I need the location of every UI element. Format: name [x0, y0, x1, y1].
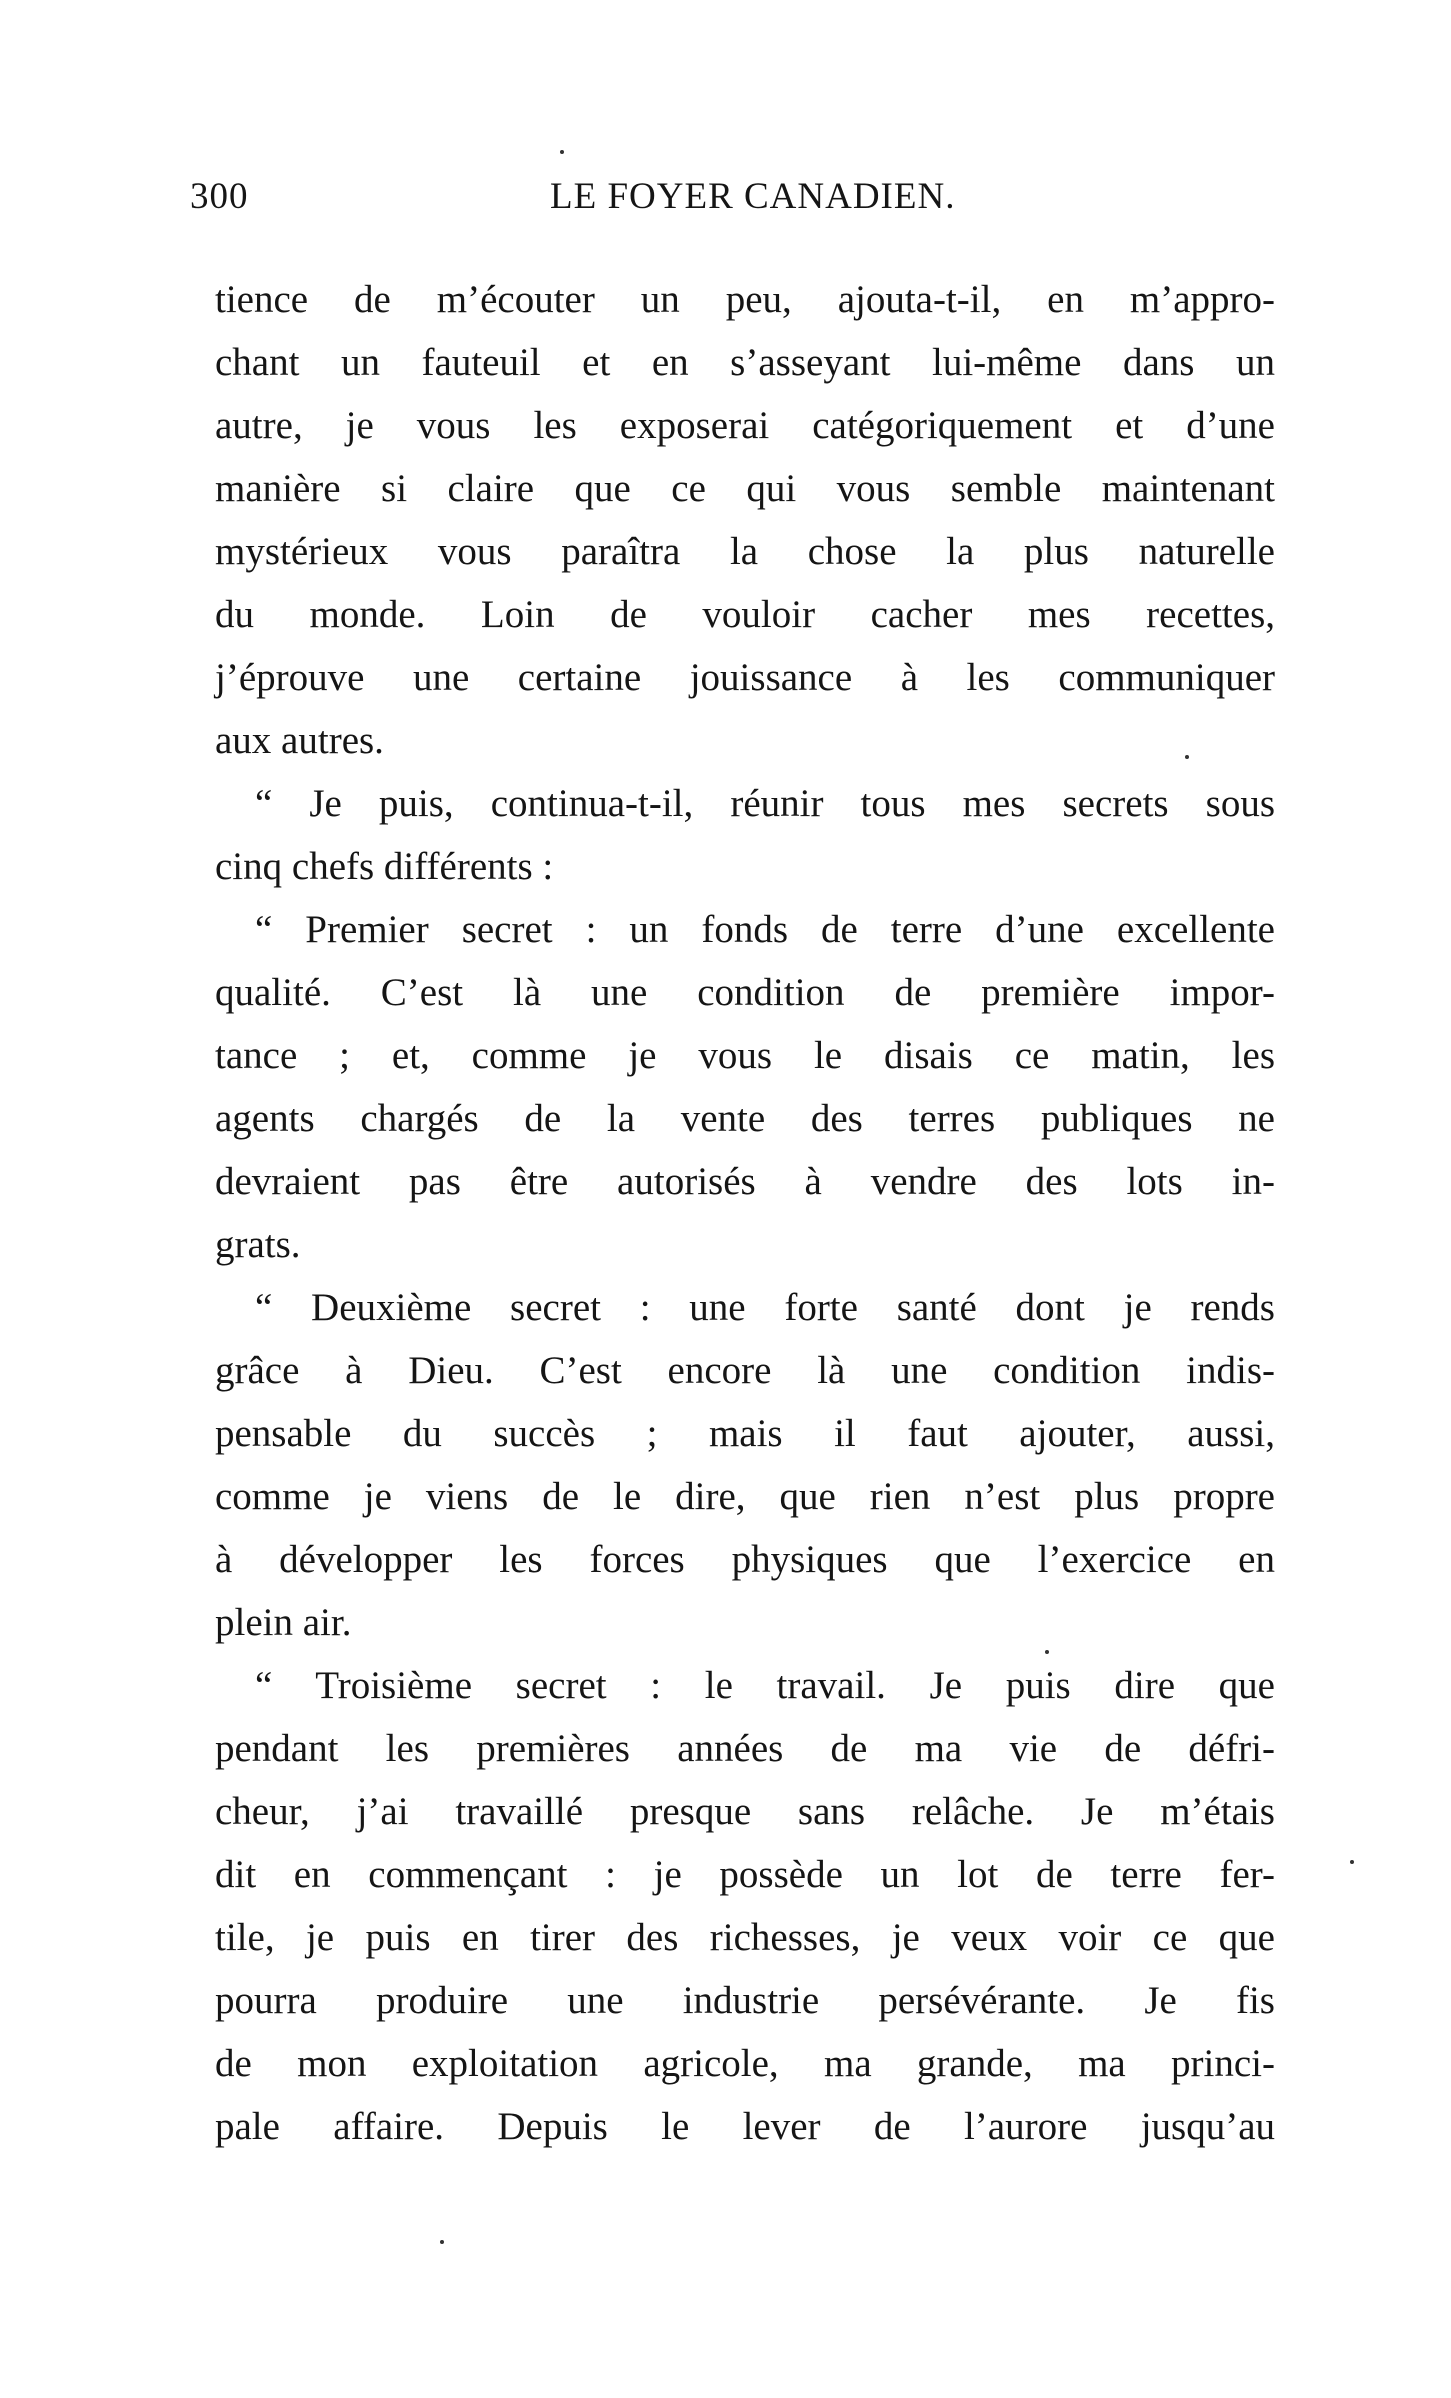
text-line: à développer les forces physiques que l’exercice en — [215, 1538, 1275, 1581]
text-line: de mon exploitation agricole, ma grande, ma princi- — [215, 2042, 1275, 2085]
print-speck — [560, 150, 564, 154]
running-head — [190, 175, 1280, 227]
print-speck — [1350, 1860, 1354, 1864]
text-line: autre, je vous les exposerai catégoriquement et d’une — [215, 404, 1275, 447]
text-line: plein air. — [215, 1601, 352, 1644]
text-line: j’éprouve une certaine jouissance à les communiquer — [215, 656, 1275, 699]
print-speck — [440, 2240, 444, 2244]
text-line: comme je viens de le dire, que rien n’est plus propre — [215, 1475, 1275, 1518]
text-line: dit en commençant : je possède un lot de terre fer- — [215, 1853, 1275, 1896]
text-line: chant un fauteuil et en s’asseyant lui-même dans un — [215, 341, 1275, 384]
text-line: tile, je puis en tirer des richesses, je veux voir ce que — [215, 1916, 1275, 1959]
text-line: manière si claire que ce qui vous semble maintenant — [215, 467, 1275, 510]
text-line: tience de m’écouter un peu, ajouta-t-il, en m’appro- — [215, 278, 1275, 321]
text-line: cinq chefs différents : — [215, 845, 554, 888]
text-line: grâce à Dieu. C’est encore là une condition indis- — [215, 1349, 1275, 1392]
text-line: pendant les premières années de ma vie de défri- — [215, 1727, 1275, 1770]
text-line: pourra produire une industrie persévérante. Je fis — [215, 1979, 1275, 2022]
print-speck — [1185, 755, 1189, 759]
text-line: qualité. C’est là une condition de première impor- — [215, 971, 1275, 1014]
text-line: cheur, j’ai travaillé presque sans relâche. Je m’étais — [215, 1790, 1275, 1833]
text-line: “ Deuxième secret : une forte santé dont je rends — [255, 1286, 1275, 1329]
text-line: agents chargés de la vente des terres publiques ne — [215, 1097, 1275, 1140]
text-line: pale affaire. Depuis le lever de l’aurore jusqu’au — [215, 2105, 1275, 2148]
text-line: devraient pas être autorisés à vendre des lots in- — [215, 1160, 1275, 1203]
text-line: “ Troisième secret : le travail. Je puis dire que — [255, 1664, 1275, 1707]
page-number: 300 — [190, 176, 249, 217]
text-line: “ Je puis, continua-t-il, réunir tous mes secrets sous — [255, 782, 1275, 825]
running-title: LE FOYER CANADIEN. — [550, 176, 956, 217]
text-line: du monde. Loin de vouloir cacher mes recettes, — [215, 593, 1275, 636]
text-line: grats. — [215, 1223, 301, 1266]
text-line: aux autres. — [215, 719, 384, 762]
text-line: pensable du succès ; mais il faut ajouter, aussi, — [215, 1412, 1275, 1455]
body-text — [215, 268, 1275, 2158]
text-line: “ Premier secret : un fonds de terre d’une excellente — [255, 908, 1275, 951]
text-line: tance ; et, comme je vous le disais ce matin, les — [215, 1034, 1275, 1077]
print-speck — [1045, 1650, 1049, 1654]
text-line: mystérieux vous paraîtra la chose la plus naturelle — [215, 530, 1275, 573]
